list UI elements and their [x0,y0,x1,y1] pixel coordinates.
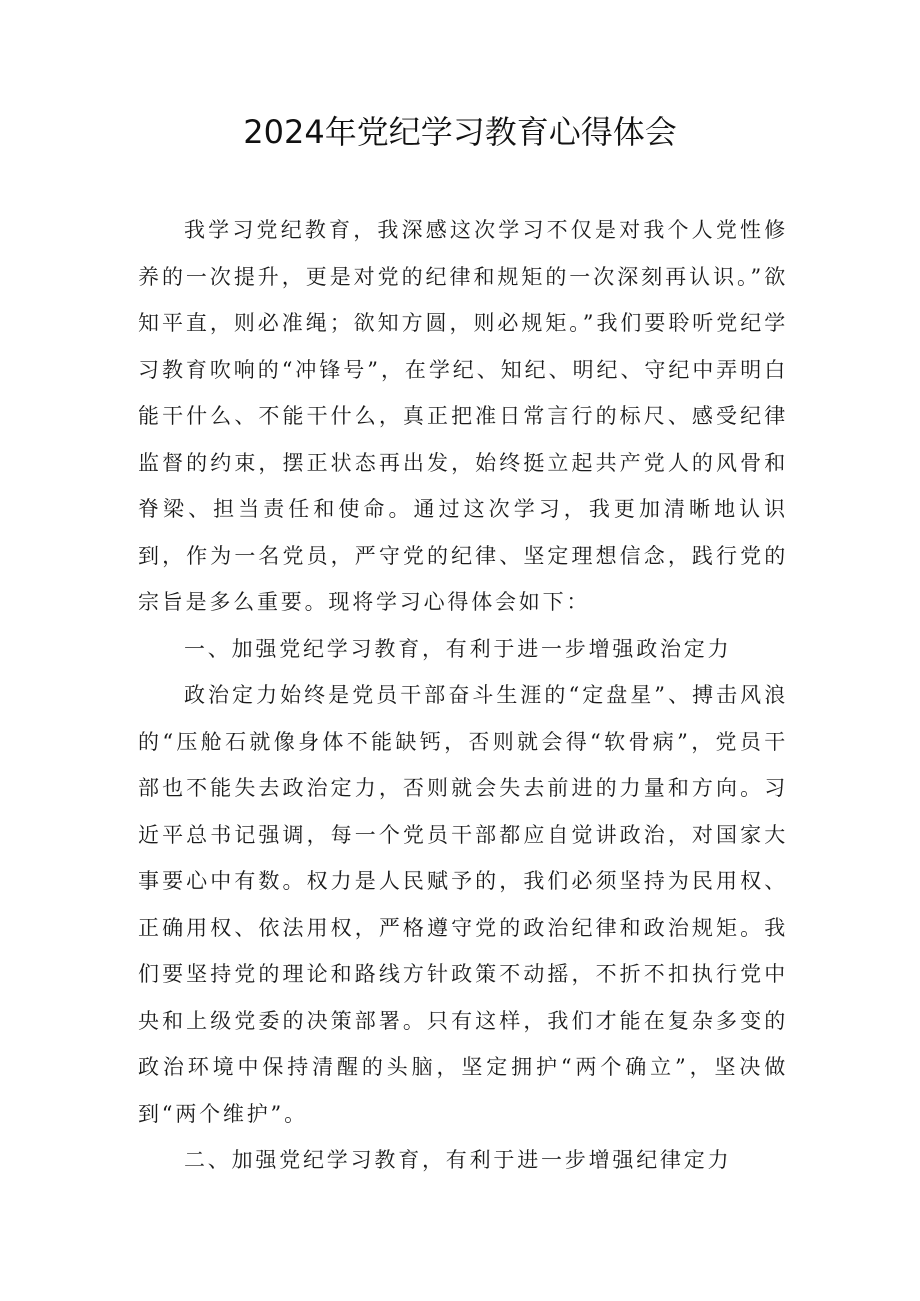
document-title: 2024年党纪学习教育心得体会 [243,113,677,151]
intro-paragraph: 我学习党纪教育，我深感这次学习不仅是对我个人党性修养的一次提升，更是对党的纪律和规矩的一次深刻再认识。”欲知平直，则必准绳；欲知方圆，则必规矩。”我们要聆听党纪学习教育吹响的“冲锋号”，在学纪、知纪、明纪、守纪中弄明白能干什么、不能干什么，真正把准日常言行的标尺、感受纪律监督的约束，摆正状态再出发，始终挺立起共产党人的风骨和脊梁、担当责任和使命。通过这次学习，我更加清晰地认识到，作为一名党员，严守党的纪律、坚定理想信念，践行党的宗旨是多么重要。现将学习心得体会如下： [138,218,788,614]
document-body [138,207,788,1184]
section-1-paragraph: 政治定力始终是党员干部奋斗生涯的“定盘星”、搏击风浪的“压舱石就像身体不能缺钙，否则就会得“软骨病”，党员干部也不能失去政治定力，否则就会失去前进的力量和方向。习近平总书记强调，每一个党员干部都应自觉讲政治，对国家大事要心中有数。权力是人民赋予的，我们必须坚持为民用权、正确用权、依法用权，严格遵守党的政治纪律和政治规矩。我们要坚持党的理论和路线方针政策不动摇，不折不扣执行党中央和上级党委的决策部署。只有这样，我们才能在复杂多变的政治环境中保持清醒的头脑，坚定拥护“两个确立”，坚决做到“两个维护”。 [138,683,788,1126]
section-1-heading: 一、加强党纪学习教育，有利于进一步增强政治定力 [184,636,732,661]
section-2-heading: 二、加强党纪学习教育，有利于进一步增强纪律定力 [184,1148,732,1172]
